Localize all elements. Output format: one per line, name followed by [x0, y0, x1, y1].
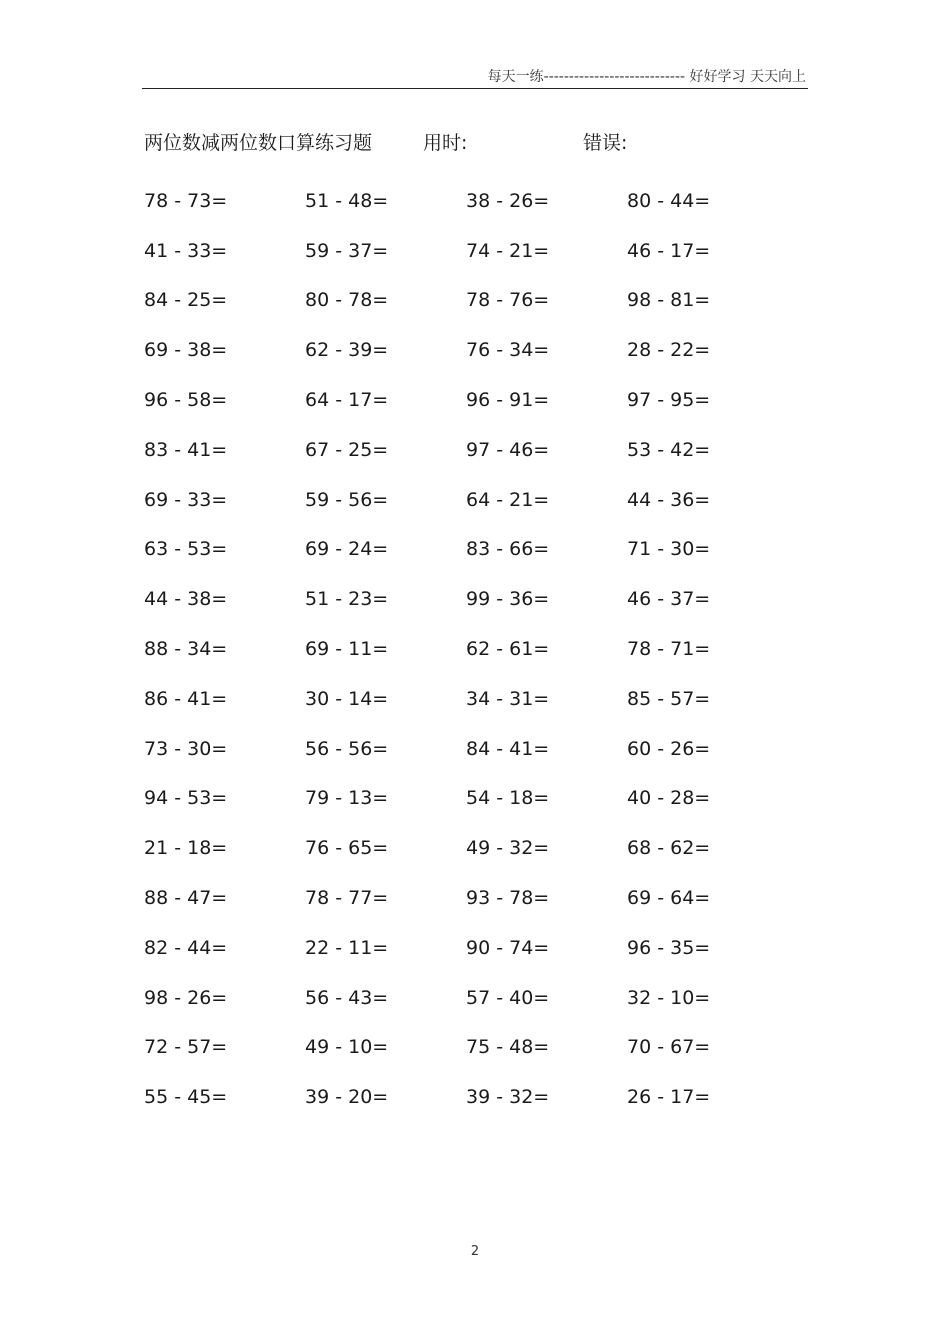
problem-item: 32 - 10= — [627, 986, 711, 1009]
problem-row — [144, 923, 804, 973]
problem-item: 71 - 30= — [627, 538, 711, 561]
problem-row — [144, 823, 804, 873]
problem-item: 39 - 20= — [305, 1086, 389, 1109]
problem-item: 74 - 21= — [466, 239, 550, 262]
problem-item: 90 - 74= — [466, 936, 550, 959]
problem-item: 68 - 62= — [627, 837, 711, 860]
problem-row — [144, 475, 804, 525]
problem-item: 96 - 91= — [466, 389, 550, 412]
problem-item: 78 - 73= — [144, 189, 228, 212]
problem-row — [144, 176, 804, 226]
problem-item: 99 - 36= — [466, 588, 550, 611]
problem-row — [144, 226, 804, 276]
problem-item: 49 - 10= — [305, 1036, 389, 1059]
problem-row — [144, 1023, 804, 1073]
problem-item: 64 - 21= — [466, 488, 550, 511]
problem-item: 82 - 44= — [144, 936, 228, 959]
problem-item: 49 - 32= — [466, 837, 550, 860]
problem-row — [144, 674, 804, 724]
problem-item: 56 - 43= — [305, 986, 389, 1009]
problem-item: 76 - 65= — [305, 837, 389, 860]
problem-item: 79 - 13= — [305, 787, 389, 810]
problem-item: 40 - 28= — [627, 787, 711, 810]
problem-row — [144, 325, 804, 375]
problem-item: 78 - 76= — [466, 289, 550, 312]
problem-item: 51 - 48= — [305, 189, 389, 212]
problem-item: 84 - 41= — [466, 737, 550, 760]
problem-item: 62 - 39= — [305, 339, 389, 362]
problem-item: 78 - 71= — [627, 638, 711, 661]
page-header — [142, 62, 808, 89]
problem-item: 54 - 18= — [466, 787, 550, 810]
problem-row — [144, 425, 804, 475]
problem-item: 76 - 34= — [466, 339, 550, 362]
problem-item: 88 - 47= — [144, 887, 228, 910]
problem-item: 98 - 26= — [144, 986, 228, 1009]
problem-row — [144, 1072, 804, 1122]
problem-item: 60 - 26= — [627, 737, 711, 760]
problem-item: 63 - 53= — [144, 538, 228, 561]
worksheet-title: 两位数减两位数口算练习题 — [144, 132, 373, 154]
errors-label: 错误: — [583, 132, 628, 154]
problem-item: 80 - 78= — [305, 289, 389, 312]
problem-item: 88 - 34= — [144, 638, 228, 661]
problem-item: 21 - 18= — [144, 837, 228, 860]
problem-item: 96 - 58= — [144, 389, 228, 412]
problem-item: 96 - 35= — [627, 936, 711, 959]
problem-item: 85 - 57= — [627, 687, 711, 710]
problem-item: 38 - 26= — [466, 189, 550, 212]
problem-item: 44 - 38= — [144, 588, 228, 611]
problem-item: 97 - 46= — [466, 438, 550, 461]
problem-item: 83 - 66= — [466, 538, 550, 561]
problem-item: 28 - 22= — [627, 339, 711, 362]
problem-row — [144, 774, 804, 824]
problem-item: 57 - 40= — [466, 986, 550, 1009]
problem-grid — [144, 176, 804, 1122]
problem-item: 62 - 61= — [466, 638, 550, 661]
problem-item: 67 - 25= — [305, 438, 389, 461]
problem-item: 64 - 17= — [305, 389, 389, 412]
problem-item: 44 - 36= — [627, 488, 711, 511]
problem-item: 34 - 31= — [466, 687, 550, 710]
problem-item: 46 - 17= — [627, 239, 711, 262]
problem-row — [144, 574, 804, 624]
problem-item: 56 - 56= — [305, 737, 389, 760]
problem-item: 86 - 41= — [144, 687, 228, 710]
header-text: 每天一练---------------------------- 好好学习 天天向上 — [487, 69, 806, 85]
problem-item: 97 - 95= — [627, 389, 711, 412]
problem-item: 93 - 78= — [466, 887, 550, 910]
problem-item: 69 - 38= — [144, 339, 228, 362]
problem-item: 83 - 41= — [144, 438, 228, 461]
problem-item: 84 - 25= — [144, 289, 228, 312]
problem-item: 41 - 33= — [144, 239, 228, 262]
problem-item: 69 - 11= — [305, 638, 389, 661]
problem-row — [144, 525, 804, 575]
problem-item: 69 - 33= — [144, 488, 228, 511]
problem-item: 30 - 14= — [305, 687, 389, 710]
problem-item: 75 - 48= — [466, 1036, 550, 1059]
problem-item: 78 - 77= — [305, 887, 389, 910]
problem-item: 22 - 11= — [305, 936, 389, 959]
problem-item: 53 - 42= — [627, 438, 711, 461]
problem-item: 94 - 53= — [144, 787, 228, 810]
problem-row — [144, 276, 804, 326]
time-label: 用时: — [423, 132, 468, 154]
problem-row — [144, 624, 804, 674]
problem-item: 98 - 81= — [627, 289, 711, 312]
problem-row — [144, 375, 804, 425]
page-number: 2 — [470, 1244, 480, 1259]
problem-item: 46 - 37= — [627, 588, 711, 611]
problem-item: 72 - 57= — [144, 1036, 228, 1059]
problem-item: 59 - 37= — [305, 239, 389, 262]
problem-item: 26 - 17= — [627, 1086, 711, 1109]
problem-item: 55 - 45= — [144, 1086, 228, 1109]
problem-item: 59 - 56= — [305, 488, 389, 511]
problem-row — [144, 724, 804, 774]
problem-item: 51 - 23= — [305, 588, 389, 611]
problem-item: 39 - 32= — [466, 1086, 550, 1109]
problem-row — [144, 873, 804, 923]
problem-item: 69 - 24= — [305, 538, 389, 561]
problem-item: 70 - 67= — [627, 1036, 711, 1059]
problem-item: 80 - 44= — [627, 189, 711, 212]
title-row — [144, 128, 804, 156]
problem-row — [144, 973, 804, 1023]
problem-item: 73 - 30= — [144, 737, 228, 760]
problem-item: 69 - 64= — [627, 887, 711, 910]
